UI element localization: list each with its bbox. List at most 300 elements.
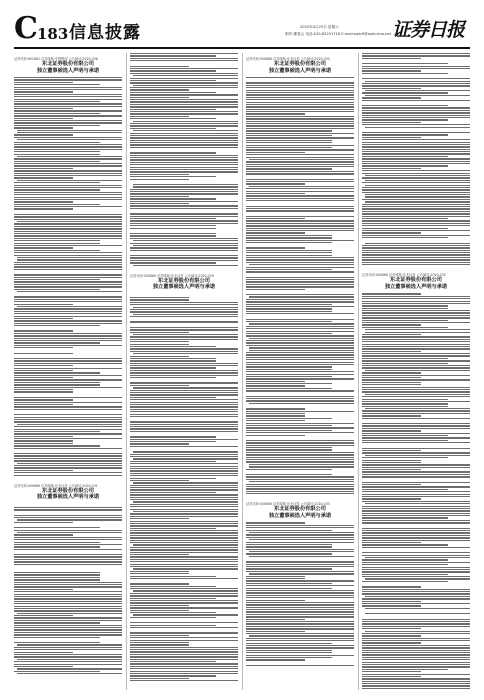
text-line [14, 214, 122, 215]
text-line [362, 540, 470, 541]
text-line [362, 476, 470, 477]
text-line [362, 144, 470, 145]
text-line [362, 403, 448, 404]
text-line [14, 228, 122, 229]
text-line [362, 308, 448, 309]
text-line [130, 257, 238, 258]
notice-title: 独立董事候选人声明与承诺 [152, 284, 216, 291]
text-line [246, 97, 354, 98]
text-line [130, 473, 238, 474]
text-line [14, 625, 122, 626]
text-line [17, 180, 122, 181]
text-line [130, 316, 238, 317]
text-line [14, 289, 100, 290]
text-line [14, 417, 122, 418]
text-line [362, 73, 448, 74]
text-line [130, 203, 189, 204]
text-line [246, 85, 354, 86]
text-line [362, 522, 470, 523]
text-line [14, 125, 100, 126]
text-line [362, 425, 470, 426]
text-line [14, 262, 122, 263]
text-line [17, 673, 122, 674]
text-line [249, 159, 354, 160]
text-line [130, 540, 238, 541]
text-line [362, 598, 470, 599]
text-line [14, 572, 100, 573]
text-line [130, 348, 238, 349]
text-line [133, 458, 238, 459]
text-line [362, 161, 470, 162]
text-line [130, 605, 189, 606]
text-line [14, 368, 122, 369]
text-line [14, 458, 122, 459]
text-line [14, 173, 122, 174]
text-line [14, 144, 122, 145]
text-line [17, 259, 122, 260]
text-line [249, 347, 354, 348]
text-line [130, 586, 216, 587]
text-line [362, 510, 470, 511]
text-line [246, 366, 332, 367]
text-line [130, 162, 238, 163]
text-line [14, 340, 122, 341]
text-line [17, 463, 122, 464]
text-line [362, 474, 470, 475]
text-line [130, 537, 238, 538]
text-line [362, 55, 470, 56]
text-line [14, 440, 73, 441]
text-line [14, 656, 122, 657]
text-line [130, 78, 238, 79]
notice-title: 独立董事候选人声明与承诺 [268, 67, 332, 74]
text-line [362, 122, 421, 123]
text-line [246, 362, 354, 363]
text-line [362, 112, 470, 113]
text-line [14, 223, 122, 224]
text-line [362, 406, 448, 407]
text-line [130, 573, 189, 574]
text-line [365, 81, 470, 82]
text-line [14, 274, 122, 275]
text-line [246, 549, 354, 550]
text-line [246, 188, 354, 189]
text-line [14, 79, 122, 80]
text-line [130, 612, 216, 613]
text-line [246, 415, 305, 416]
text-line [362, 515, 470, 516]
text-line [14, 467, 122, 468]
text-line [130, 201, 238, 202]
text-line [14, 177, 73, 178]
text-line [14, 579, 100, 580]
text-line [246, 447, 332, 448]
text-line [362, 230, 470, 231]
text-line [130, 489, 238, 490]
text-line [362, 659, 470, 660]
notice-header [14, 484, 122, 501]
text-line [365, 201, 470, 202]
text-line [362, 685, 470, 686]
text-line [130, 397, 216, 398]
text-line [362, 189, 470, 190]
text-line [246, 376, 332, 377]
text-line [362, 296, 470, 297]
text-line [130, 428, 238, 429]
text-line [17, 532, 122, 533]
text-line [246, 299, 354, 300]
text-line [246, 183, 305, 184]
text-line [246, 140, 332, 141]
text-line [362, 363, 448, 364]
text-line [362, 542, 421, 543]
text-line [14, 582, 122, 583]
text-line [362, 469, 421, 470]
text-line [130, 135, 238, 136]
text-line [14, 549, 122, 550]
text-line [14, 255, 122, 256]
text-line [14, 163, 122, 164]
text-line [362, 396, 470, 397]
text-line [130, 311, 238, 312]
text-line [362, 484, 421, 485]
text-line [14, 187, 122, 188]
text-line [246, 240, 354, 241]
text-line [14, 247, 73, 248]
text-line [130, 196, 189, 197]
text-line [14, 409, 122, 410]
text-line [246, 164, 354, 165]
text-line [246, 580, 354, 581]
notice-company: 东北证券股份有限公司 [390, 277, 442, 284]
text-line [130, 147, 238, 148]
text-line [246, 208, 354, 209]
text-line [246, 491, 354, 492]
text-line [362, 88, 421, 89]
text-line [246, 210, 354, 211]
text-line [362, 346, 470, 347]
text-line [246, 378, 354, 379]
text-line [362, 365, 470, 366]
text-line [130, 554, 189, 555]
text-line [362, 353, 470, 354]
text-line [14, 316, 122, 317]
text-line [246, 335, 354, 336]
text-line [14, 666, 73, 667]
text-line [14, 375, 122, 376]
text-line [362, 124, 470, 125]
text-line [14, 622, 100, 623]
text-line [130, 466, 238, 467]
text-line [362, 315, 470, 316]
text-line [362, 355, 470, 356]
text-line [362, 681, 470, 682]
text-line [14, 586, 122, 587]
text-line [14, 406, 122, 407]
text-line [246, 616, 354, 617]
text-line [365, 196, 470, 197]
text-line [362, 305, 448, 306]
text-line [14, 515, 122, 516]
text-line [14, 204, 100, 205]
text-line [130, 233, 216, 234]
text-line [362, 327, 448, 328]
text-line [362, 259, 470, 260]
text-line [130, 208, 238, 209]
section-title: 信息披露 [69, 23, 141, 43]
text-line [14, 301, 122, 302]
text-line [362, 430, 421, 431]
text-line [14, 465, 122, 466]
text-line [362, 678, 470, 679]
text-line [365, 185, 470, 186]
text-line [362, 115, 470, 116]
text-line [246, 364, 354, 365]
text-line [130, 635, 189, 636]
text-line [362, 149, 470, 150]
text-line [362, 211, 470, 212]
text-line [246, 152, 305, 153]
text-line [246, 247, 305, 248]
text-line [14, 654, 122, 655]
column-divider [358, 53, 359, 690]
notice-header [246, 502, 354, 519]
text-line [362, 298, 470, 299]
text-line [246, 435, 305, 436]
text-line [14, 627, 122, 628]
text-line [362, 552, 470, 553]
text-line [130, 478, 216, 479]
text-line [130, 367, 216, 368]
text-line [14, 134, 73, 135]
text-line [362, 105, 448, 106]
notice-company: 东北证券股份有限公司 [274, 61, 326, 67]
text-line [14, 507, 122, 508]
text-line [246, 474, 332, 475]
text-line [130, 225, 216, 226]
text-line [130, 176, 216, 177]
text-line [362, 501, 470, 502]
text-line [14, 235, 122, 236]
text-line [365, 408, 470, 409]
text-line [14, 201, 73, 202]
text-line [365, 175, 470, 176]
text-line [130, 494, 238, 495]
text-line [246, 568, 332, 569]
text-line [246, 398, 354, 399]
text-line [14, 120, 122, 121]
text-line [130, 463, 238, 464]
text-line [246, 232, 305, 233]
text-line [130, 116, 189, 117]
text-line [14, 127, 73, 128]
text-line [362, 528, 470, 529]
text-line [14, 363, 122, 364]
text-line [246, 92, 354, 93]
text-line [14, 170, 122, 171]
text-line [14, 197, 122, 198]
text-line [246, 643, 332, 644]
text-line [14, 438, 122, 439]
text-line [130, 106, 238, 107]
text-line [130, 461, 216, 462]
text-line [14, 391, 73, 392]
text-line [17, 424, 122, 425]
text-line [246, 461, 354, 462]
text-line [362, 168, 421, 169]
notice-body [14, 504, 122, 675]
text-line [246, 257, 354, 258]
text-line [362, 165, 448, 166]
text-line [130, 111, 238, 112]
notice-body [362, 53, 470, 265]
text-line [246, 609, 354, 610]
text-line [362, 341, 470, 342]
text-line [246, 123, 354, 124]
text-line [14, 472, 122, 473]
text-line [246, 308, 332, 309]
text-line [14, 323, 122, 324]
text-line [365, 194, 470, 195]
text-line [362, 437, 470, 438]
text-line [246, 576, 305, 577]
text-line [362, 100, 470, 101]
text-line [130, 588, 238, 589]
text-line [362, 324, 421, 325]
text-line [14, 281, 122, 282]
text-line [246, 102, 354, 103]
text-line [130, 504, 238, 505]
text-line [362, 163, 470, 164]
text-line [362, 206, 470, 207]
text-line [17, 221, 122, 222]
column-divider [242, 53, 243, 690]
text-line [133, 314, 238, 315]
text-line [246, 255, 332, 256]
text-line [130, 104, 238, 105]
text-line [362, 232, 421, 233]
text-line [246, 340, 354, 341]
text-line [362, 245, 470, 246]
text-line [362, 170, 470, 171]
text-line [362, 66, 470, 67]
text-line [17, 613, 122, 614]
text-line [130, 213, 238, 214]
text-line [362, 182, 470, 183]
text-line [246, 154, 354, 155]
text-line [246, 525, 354, 526]
text-line [249, 186, 354, 187]
text-line [130, 439, 238, 440]
text-line [246, 396, 354, 397]
text-line [246, 284, 354, 285]
text-line [130, 137, 238, 138]
text-line [130, 193, 238, 194]
text-line [362, 310, 470, 311]
text-line [246, 385, 305, 386]
text-line [14, 426, 122, 427]
text-line [14, 601, 122, 602]
notice-meta: 证券代码:601881 证券简称:中国银河 公告编号:2020-038 [14, 57, 98, 61]
text-line [14, 91, 73, 92]
text-line [14, 360, 122, 361]
text-line [246, 147, 332, 148]
text-line [362, 586, 421, 587]
text-line [130, 382, 238, 383]
text-line [130, 647, 238, 648]
text-line [14, 564, 122, 565]
text-line [362, 218, 448, 219]
text-line [130, 125, 238, 126]
text-line [14, 384, 100, 385]
text-line [365, 608, 470, 609]
text-line [362, 117, 470, 118]
text-line [362, 208, 470, 209]
text-line [362, 486, 470, 487]
text-line [246, 149, 354, 150]
text-line [14, 470, 73, 471]
text-line [362, 638, 470, 639]
text-line [249, 573, 354, 574]
text-line [246, 420, 305, 421]
text-line [246, 326, 354, 327]
text-line [362, 626, 470, 627]
text-line [130, 525, 238, 526]
text-line [246, 484, 354, 485]
text-line [246, 592, 354, 593]
notice-body [246, 77, 354, 494]
text-line [246, 77, 354, 78]
text-line [14, 399, 73, 400]
text-line [246, 250, 332, 251]
text-line [362, 375, 470, 376]
text-line [249, 635, 354, 636]
text-line [14, 642, 100, 643]
text-line [130, 499, 238, 500]
text-line [17, 519, 122, 520]
text-line [130, 632, 238, 633]
text-line [14, 243, 100, 244]
text-line [246, 522, 305, 523]
text-line [130, 542, 238, 543]
text-line [246, 400, 354, 401]
text-line [130, 559, 238, 560]
text-line [130, 602, 238, 603]
text-line [362, 293, 421, 294]
text-line [130, 321, 238, 322]
text-line [246, 452, 354, 453]
text-line [365, 127, 470, 128]
text-line [14, 142, 100, 143]
text-line [130, 556, 238, 557]
text-line [246, 106, 354, 107]
text-line [246, 142, 332, 143]
notice-body [14, 77, 122, 476]
text-line [130, 99, 238, 100]
text-line [130, 260, 238, 261]
text-line [14, 606, 122, 607]
text-line [246, 590, 354, 591]
text-line [130, 220, 238, 221]
text-line [130, 332, 189, 333]
text-line [14, 311, 122, 312]
text-line [246, 530, 332, 531]
text-line [14, 546, 100, 547]
text-line [130, 155, 238, 156]
text-line [17, 668, 122, 669]
text-line [362, 498, 421, 499]
text-line [246, 614, 354, 615]
